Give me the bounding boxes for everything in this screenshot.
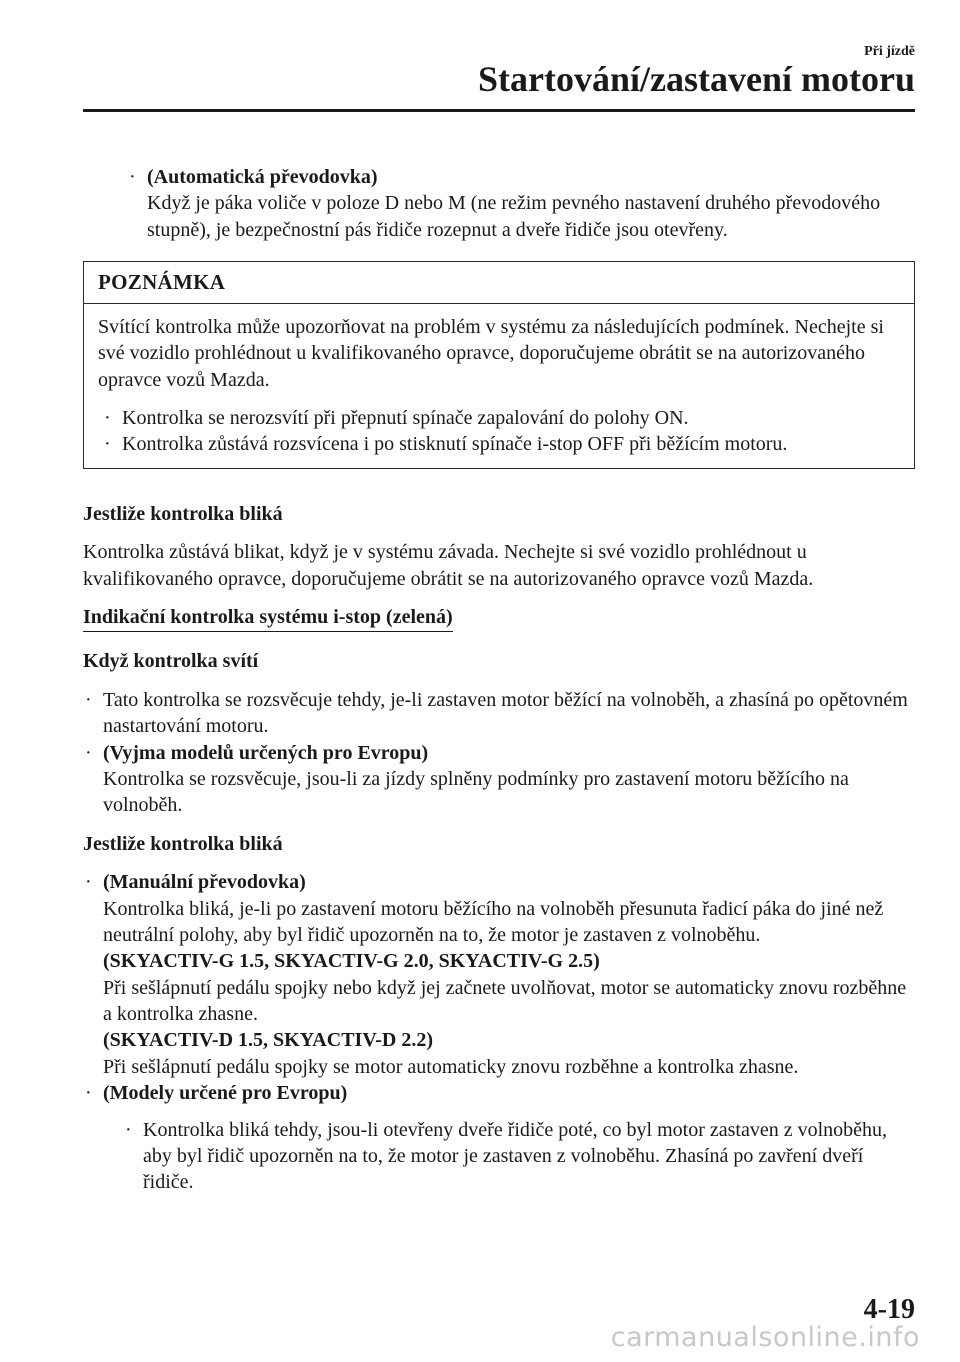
note-box (83, 261, 915, 469)
note-bullet: Kontrolka zůstává rozsvícena i po stisknutí spínače i-stop OFF při běžícím motoru. (122, 433, 788, 456)
list-item (102, 431, 900, 457)
bullet-dot: · (85, 871, 92, 894)
note-text: Svítící kontrolka může upozorňovat na problém v systému za následujících podmínek. Nechejte si své vozidlo prohlédnout u kvalifikovaného opravce, doporučujeme obrátit se na autorizovaného opravce vozů Mazda. (98, 315, 884, 391)
note-title: POZNÁMKA (84, 262, 914, 304)
section-label: Při jízdě (864, 44, 915, 59)
item-text: Kontrolka bliká, je-li po zastavení motoru běžícího na volnoběh přesunuta řadicí páka do jiné než neutrální polohy, aby byl řidič upozorněn na to, že motor je zastaven z volnoběhu. (103, 897, 884, 946)
list-item (83, 687, 915, 740)
page-content (83, 164, 915, 1208)
item-text: Kontrolka se rozsvěcuje, jsou-li za jízdy splněny podmínky pro zastavení motoru běžícího na volnoběh. (103, 767, 849, 817)
item-title: (Automatická převodovka) (147, 166, 378, 188)
bullet-dot: · (125, 1118, 132, 1141)
list-item (127, 164, 915, 243)
subheading: Jestliže kontrolka bliká (83, 832, 283, 855)
bullet-dot: · (129, 166, 136, 188)
section-heading: Indikační kontrolka systému i-stop (zelená) (83, 604, 453, 632)
page-title: Startování/zastavení motoru (478, 59, 915, 99)
list-item (83, 869, 915, 1080)
watermark: carmanualsonline.info (610, 1322, 920, 1353)
bullet-dot: · (85, 1082, 92, 1105)
bullet-dot: · (85, 688, 92, 711)
header-rule (83, 109, 915, 112)
note-body (84, 304, 914, 468)
bullet-dot: · (104, 407, 111, 430)
list-item (83, 740, 915, 819)
list-item (123, 1117, 915, 1196)
item-title: (Modely určené pro Evropu) (103, 1082, 348, 1105)
item-text: Při sešlápnutí pedálu spojky se motor automaticky znovu rozběhne a kontrolka zhasne. (103, 1055, 799, 1078)
subheading: Když kontrolka svítí (83, 650, 259, 673)
list-item (102, 405, 900, 431)
list-item (83, 1080, 915, 1196)
bullet-list (83, 687, 915, 819)
item-title: (Vyjma modelů určených pro Evropu) (103, 741, 429, 764)
item-title: (Manuální převodovka) (103, 871, 306, 894)
item-text: Když je páka voliče v poloze D nebo M (ne režim pevného nastavení druhého převodového stupně), je bezpečnostní pás řidiče rozepnut a dveře řidiče jsou otevřeny. (147, 192, 881, 241)
item-text: Při sešlápnutí pedálu spojky nebo když jej začnete uvolňovat, motor se automaticky znovu rozběhne a kontrolka zhasne. (103, 976, 907, 1026)
note-bullet: Kontrolka se nerozsvítí při přepnutí spínače zapalování do polohy ON. (122, 407, 689, 430)
page-number: 4-19 (863, 1294, 915, 1325)
item-text: Tato kontrolka se rozsvěcuje tehdy, je-li zastaven motor běžící na volnoběh, a zhasíná po opětovném nastartování motoru. (103, 688, 908, 738)
item-title: (SKYACTIV-G 1.5, SKYACTIV-G 2.0, SKYACTIV-G 2.5) (103, 950, 600, 973)
paragraph: Kontrolka zůstává blikat, když je v systému závada. Nechejte si své vozidlo prohlédnout u kvalifikovaného opravce, doporučujeme obrátit se na autorizovaného opravce vozů Mazda. (83, 541, 814, 590)
item-title: (SKYACTIV-D 1.5, SKYACTIV-D 2.2) (103, 1029, 434, 1052)
bullet-dot: · (104, 433, 111, 456)
item-text: Kontrolka bliká tehdy, jsou-li otevřeny dveře řidiče poté, co byl motor zastaven z volnoběhu, aby byl řidič upozorněn na to, že motor je zastaven z volnoběhu. Zhasíná po zavření dveří řidiče. (143, 1118, 888, 1194)
subheading: Jestliže kontrolka bliká (83, 502, 283, 525)
bullet-list (83, 869, 915, 1196)
bullet-dot: · (85, 741, 92, 764)
